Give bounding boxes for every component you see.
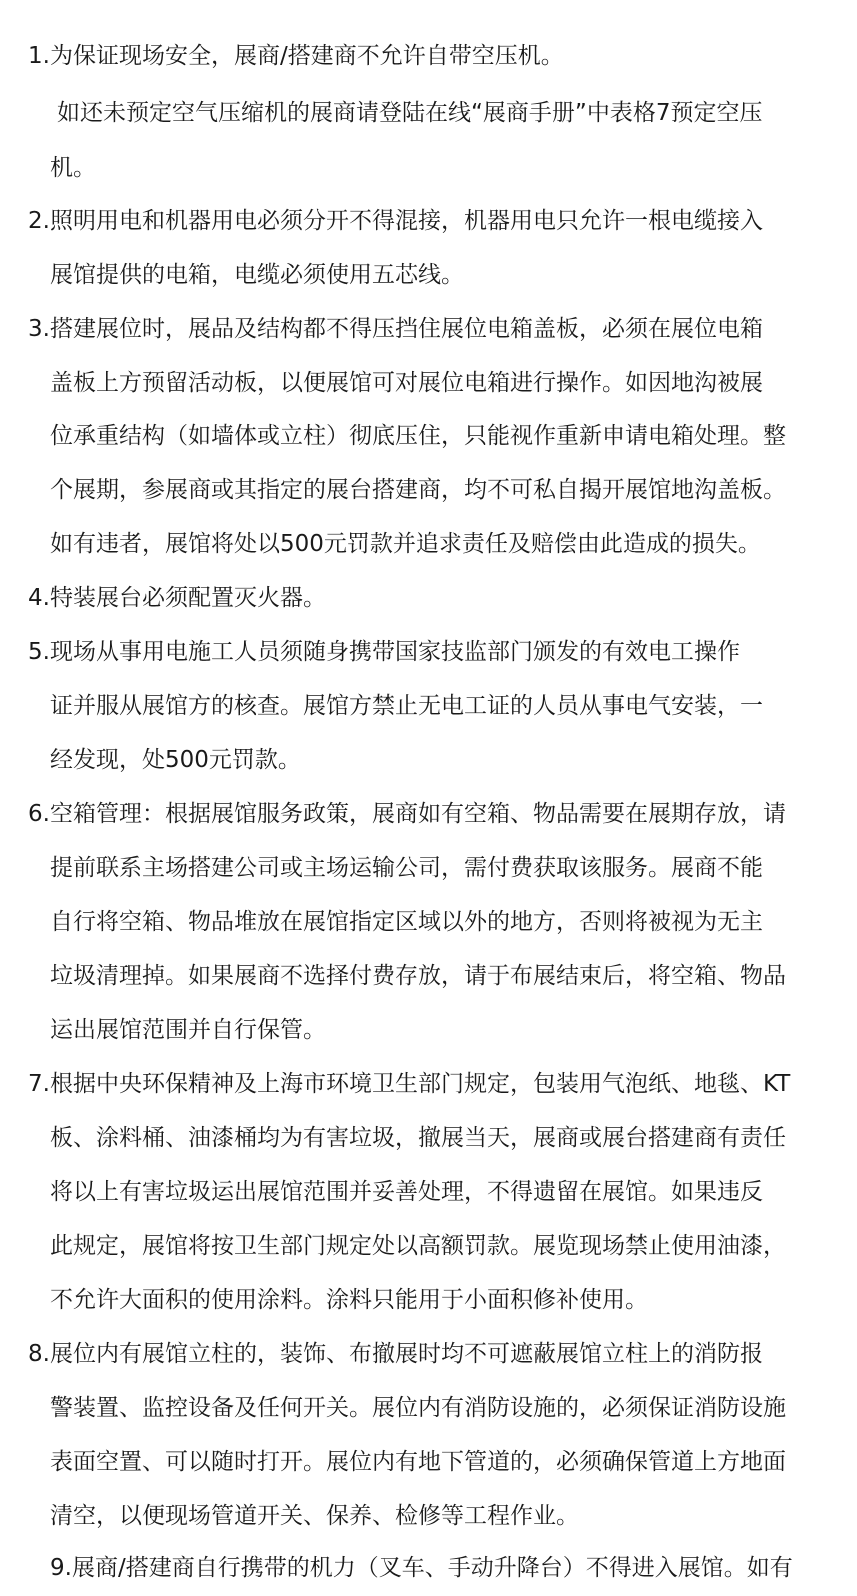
text-line: 提前联系主场搭建公司或主场运输公司，需付费获取该服务。展商不能 <box>50 855 763 881</box>
text-line: 板、涂料桶、油漆桶均为有害垃圾，撤展当天，展商或展台搭建商有责任 <box>50 1125 786 1151</box>
text-line: 不允许大面积的使用涂料。涂料只能用于小面积修补使用。 <box>50 1287 648 1313</box>
text-line: 盖板上方预留活动板，以便展馆可对展位电箱进行操作。如因地沟被展 <box>50 370 763 396</box>
text-line: 位承重结构（如墙体或立柱）彻底压住，只能视作重新申请电箱处理。整 <box>50 423 786 449</box>
text-line: 9.展商/搭建商自行携带的机力（叉车、手动升降台）不得进入展馆。如有 <box>50 1555 793 1581</box>
text-line: 如还未预定空气压缩机的展商请登陆在线“展商手册”中表格7预定空压 <box>57 100 763 126</box>
text-line: 警装置、监控设备及任何开关。展位内有消防设施的，必须保证消防设施 <box>50 1395 786 1421</box>
text-line: 8.展位内有展馆立柱的，装饰、布撤展时均不可遮蔽展馆立柱上的消防报 <box>28 1341 763 1367</box>
text-line: 展馆提供的电箱，电缆必须使用五芯线。 <box>50 262 464 288</box>
text-line: 清空，以便现场管道开关、保养、检修等工程作业。 <box>50 1503 579 1529</box>
text-line: 表面空置、可以随时打开。展位内有地下管道的，必须确保管道上方地面 <box>50 1449 786 1475</box>
text-line: 5.现场从事用电施工人员须随身携带国家技监部门颁发的有效电工操作 <box>28 639 740 665</box>
text-line: 运出展馆范围并自行保管。 <box>50 1017 326 1043</box>
text-line: 机。 <box>50 155 96 181</box>
text-line: 1.为保证现场安全，展商/搭建商不允许自带空压机。 <box>28 43 564 69</box>
text-line: 将以上有害垃圾运出展馆范围并妥善处理，不得遗留在展馆。如果违反 <box>50 1179 763 1205</box>
text-line: 2.照明用电和机器用电必须分开不得混接，机器用电只允许一根电缆接入 <box>28 208 763 234</box>
text-line: 垃圾清理掉。如果展商不选择付费存放，请于布展结束后，将空箱、物品 <box>50 963 786 989</box>
text-line: 个展期，参展商或其指定的展台搭建商，均不可私自揭开展馆地沟盖板。 <box>50 477 786 503</box>
text-line: 自行将空箱、物品堆放在展馆指定区域以外的地方，否则将被视为无主 <box>50 909 763 935</box>
text-line: 3.搭建展位时，展品及结构都不得压挡住展位电箱盖板，必须在展位电箱 <box>28 316 763 342</box>
text-line: 证并服从展馆方的核查。展馆方禁止无电工证的人员从事电气安装，一 <box>50 693 763 719</box>
text-line: 4.特装展台必须配置灭火器。 <box>28 585 326 611</box>
text-line: 如有违者，展馆将处以500元罚款并追求责任及赔偿由此造成的损失。 <box>50 531 761 557</box>
text-line: 6.空箱管理：根据展馆服务政策，展商如有空箱、物品需要在展期存放，请 <box>28 801 786 827</box>
text-line: 此规定，展馆将按卫生部门规定处以高额罚款。展览现场禁止使用油漆， <box>50 1233 786 1259</box>
text-line: 7.根据中央环保精神及上海市环境卫生部门规定，包装用气泡纸、地毯、KT <box>28 1071 791 1097</box>
text-line: 经发现，处500元罚款。 <box>50 747 301 773</box>
